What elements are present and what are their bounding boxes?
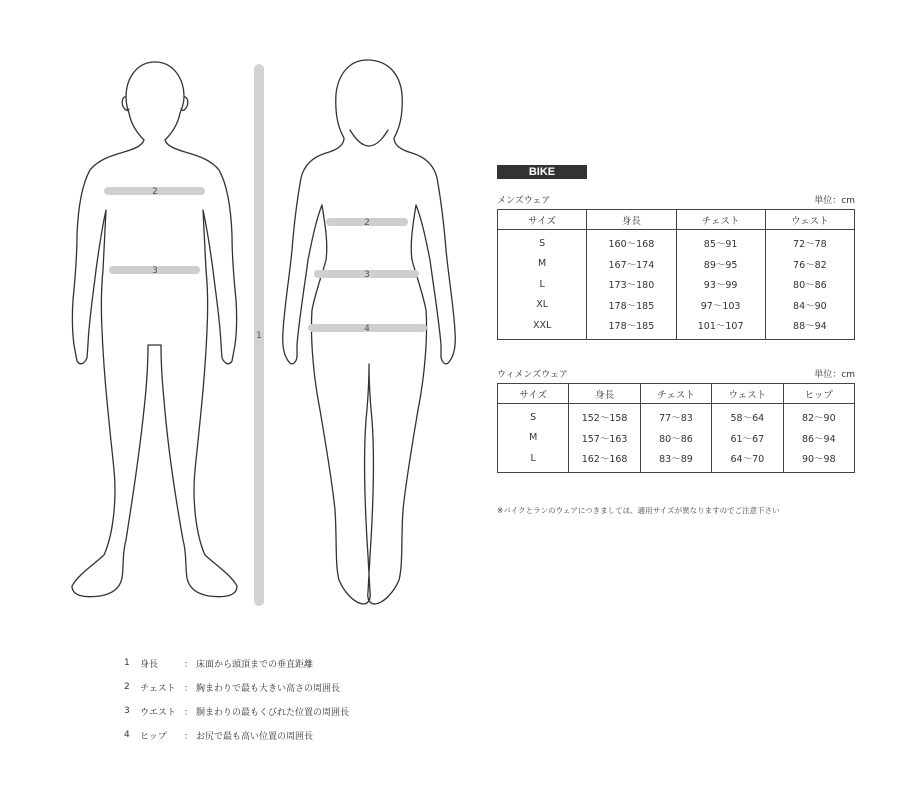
table-cell: 88〜94 (765, 315, 854, 339)
size-note: ※バイクとランのウェアにつきましては、適用サイズが異なりますのでご注意下さい (497, 506, 780, 515)
table-row (498, 254, 855, 275)
womens-table-title: ウィメンズウェア (497, 370, 568, 380)
legend-num: 1 (124, 658, 130, 668)
mens-size-table-block (497, 194, 855, 340)
female-chest-band-label: 2 (364, 218, 370, 228)
table-cell: S (498, 230, 587, 254)
table-cell: 64〜70 (712, 448, 783, 472)
womens-size-table-block (497, 368, 855, 473)
female-waist-band-label: 3 (364, 270, 370, 280)
table-cell: 58〜64 (712, 404, 783, 428)
table-cell: 89〜95 (676, 254, 765, 275)
column-header: チェスト (640, 384, 711, 404)
womens-size-table (497, 383, 855, 473)
legend-name: ウエスト (140, 707, 177, 718)
table-row (498, 428, 855, 449)
table-cell: 178〜185 (587, 315, 676, 339)
table-cell: 82〜90 (783, 404, 854, 428)
legend-item (124, 675, 349, 699)
column-header: サイズ (498, 384, 569, 404)
legend-num: 2 (124, 682, 130, 692)
bike-section-label: BIKE (497, 165, 587, 179)
male-waist-band-label: 3 (152, 266, 158, 276)
table-row (498, 295, 855, 316)
legend-name: 身長 (140, 659, 159, 670)
table-cell: XXL (498, 315, 587, 339)
male-chest-band-label: 2 (152, 187, 158, 197)
measurement-legend (124, 651, 349, 747)
table-cell: XL (498, 295, 587, 316)
legend-item (124, 651, 349, 675)
table-cell: 86〜94 (783, 428, 854, 449)
table-cell: 167〜174 (587, 254, 676, 275)
column-header: 身長 (587, 210, 676, 230)
table-row (498, 315, 855, 339)
legend-desc: 胸まわりで最も大きい高さの周囲長 (196, 683, 341, 694)
column-header: ヒップ (783, 384, 854, 404)
table-row (498, 448, 855, 472)
table-cell: 93〜99 (676, 274, 765, 295)
male-silhouette (72, 62, 237, 597)
column-header: サイズ (498, 210, 587, 230)
table-cell: L (498, 274, 587, 295)
mens-unit-label: 単位：cm (814, 196, 855, 206)
table-row (498, 404, 855, 428)
table-cell: L (498, 448, 569, 472)
legend-name: チェスト (140, 683, 176, 694)
table-cell: M (498, 428, 569, 449)
table-cell: 76〜82 (765, 254, 854, 275)
table-cell: 162〜168 (569, 448, 640, 472)
legend-item (124, 723, 349, 747)
table-cell: 85〜91 (676, 230, 765, 254)
womens-unit-label: 単位：cm (814, 370, 855, 380)
table-cell: 178〜185 (587, 295, 676, 316)
table-cell: 157〜163 (569, 428, 640, 449)
table-cell: 61〜67 (712, 428, 783, 449)
table-cell: S (498, 404, 569, 428)
legend-num: 3 (124, 706, 130, 716)
legend-name: ヒップ (140, 731, 167, 742)
table-cell: 152〜158 (569, 404, 640, 428)
table-cell: 84〜90 (765, 295, 854, 316)
column-header: 身長 (569, 384, 640, 404)
table-cell: 97〜103 (676, 295, 765, 316)
column-header: チェスト (676, 210, 765, 230)
table-cell: 80〜86 (640, 428, 711, 449)
table-cell: 83〜89 (640, 448, 711, 472)
mens-size-table (497, 209, 855, 340)
table-cell: 90〜98 (783, 448, 854, 472)
table-cell: 101〜107 (676, 315, 765, 339)
legend-num: 4 (124, 730, 130, 740)
mens-table-title: メンズウェア (497, 196, 551, 206)
legend-colon: ： (184, 659, 194, 670)
legend-colon: ： (184, 731, 194, 742)
legend-desc: 床面から頭頂までの垂直距離 (196, 659, 314, 670)
legend-desc: 胴まわりの最もくびれた位置の周囲長 (196, 707, 350, 718)
table-row (498, 230, 855, 254)
table-cell: 173〜180 (587, 274, 676, 295)
legend-desc: お尻で最も高い位置の周囲長 (196, 731, 314, 742)
body-measurement-figures (0, 0, 480, 640)
legend-colon: ： (184, 707, 194, 718)
table-cell: 160〜168 (587, 230, 676, 254)
female-hip-band-label: 4 (364, 324, 370, 334)
table-row (498, 274, 855, 295)
table-cell: 77〜83 (640, 404, 711, 428)
height-bar-label: 1 (256, 331, 262, 341)
table-cell: 72〜78 (765, 230, 854, 254)
column-header: ウェスト (765, 210, 854, 230)
column-header: ウェスト (712, 384, 783, 404)
legend-colon: ： (184, 683, 194, 694)
table-cell: 80〜86 (765, 274, 854, 295)
legend-item (124, 699, 349, 723)
table-cell: M (498, 254, 587, 275)
